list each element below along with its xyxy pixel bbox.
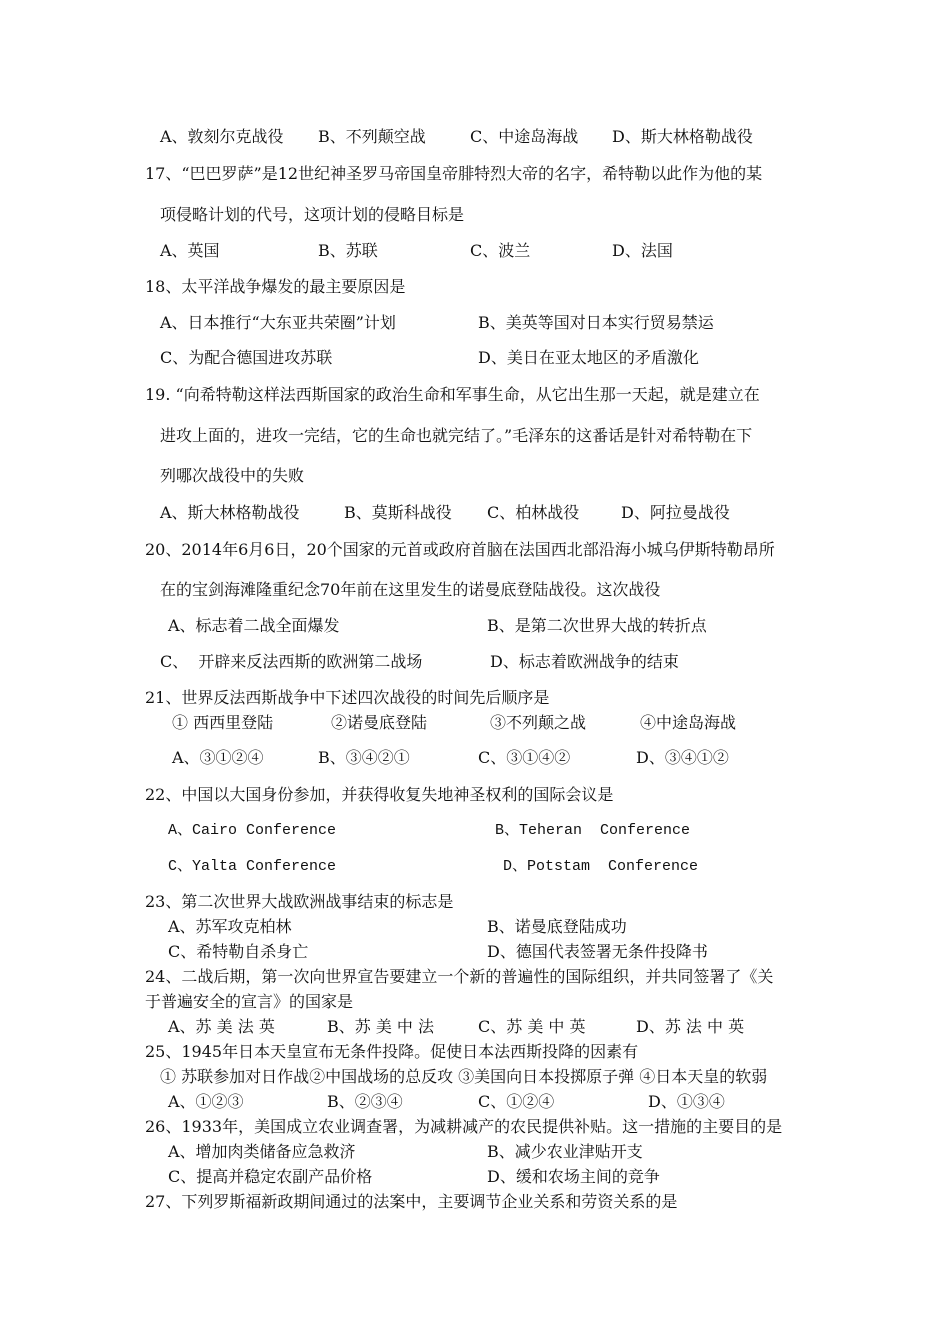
q20-option-b: B、是第二次世界大战的转折点	[487, 616, 707, 635]
q18-stem: 18、太平洋战争爆发的最主要原因是	[145, 277, 406, 296]
q20-option-a: A、标志着二战全面爆发	[168, 616, 340, 635]
q20-option-c: C、 开辟来反法西斯的欧洲第二战场	[160, 652, 423, 671]
q17-option-a: A、英国	[160, 241, 220, 260]
q26-option-c: C、提高并稳定农副产品价格	[168, 1167, 373, 1186]
q25-option-d: D、①③④	[648, 1092, 725, 1111]
q17-option-c: C、波兰	[470, 241, 531, 260]
q19-option-a: A、斯大林格勒战役	[160, 503, 300, 522]
q18-option-d: D、美日在亚太地区的矛盾激化	[478, 348, 699, 367]
q21-item-1: ① 西西里登陆	[172, 713, 274, 732]
q26-option-b: B、减少农业津贴开支	[487, 1142, 643, 1161]
q24-option-b: B、苏 美 中 法	[327, 1017, 435, 1036]
q18-option-c: C、为配合德国进攻苏联	[160, 348, 333, 367]
q21-option-c: C、③①④②	[478, 748, 571, 767]
q23-stem: 23、第二次世界大战欧洲战事结束的标志是	[145, 892, 454, 911]
q25-option-a: A、①②③	[168, 1092, 244, 1111]
q21-item-3: ③不列颠之战	[490, 713, 587, 732]
q20-stem-line1: 20、2014年6月6日，20个国家的元首或政府首脑在法国西北部沿海小城乌伊斯特勒昂所	[145, 540, 775, 559]
q24-stem-line1: 24、二战后期，第一次向世界宣告要建立一个新的普遍性的国际组织，并共同签署了《关	[145, 967, 774, 986]
q25-option-c: C、①②④	[478, 1092, 555, 1111]
q19-stem-line3: 列哪次战役中的失败	[160, 466, 305, 485]
q25-stem-line2: ① 苏联参加对日作战②中国战场的总反攻 ③美国向日本投掷原子弹 ④日本天皇的软弱	[160, 1067, 768, 1086]
q22-option-b: B、Teheran Conference	[495, 822, 691, 839]
q26-option-d: D、缓和农场主间的竞争	[487, 1167, 660, 1186]
q16-option-c: C、中途岛海战	[470, 127, 579, 146]
q16-option-a: A、敦刻尔克战役	[160, 127, 284, 146]
q19-stem-line1: 19. “向希特勒这样法西斯国家的政治生命和军事生命，从它出生那一天起，就是建立在	[145, 385, 760, 404]
q21-option-d: D、③④①②	[636, 748, 729, 767]
q17-stem-line1: 17、“巴巴罗萨”是12世纪神圣罗马帝国皇帝腓特烈大帝的名字，希特勒以此作为他的某	[145, 164, 763, 183]
q17-option-d: D、法国	[612, 241, 673, 260]
q19-option-b: B、莫斯科战役	[344, 503, 452, 522]
q24-option-d: D、苏 法 中 英	[636, 1017, 745, 1036]
q25-stem-line1: 25、1945年日本天皇宣布无条件投降。促使日本法西斯投降的因素有	[145, 1042, 639, 1061]
q18-option-a: A、日本推行“大东亚共荣圈”计划	[160, 313, 396, 332]
q21-stem: 21、世界反法西斯战争中下述四次战役的时间先后顺序是	[145, 688, 550, 707]
q17-option-b: B、苏联	[318, 241, 378, 260]
q21-option-a: A、③①②④	[172, 748, 264, 767]
q23-option-d: D、德国代表签署无条件投降书	[487, 942, 708, 961]
q22-stem: 22、中国以大国身份参加，并获得收复失地神圣权利的国际会议是	[145, 785, 614, 804]
q20-option-d: D、标志着欧洲战争的结束	[490, 652, 679, 671]
q23-option-c: C、希特勒自杀身亡	[168, 942, 309, 961]
q19-option-d: D、阿拉曼战役	[621, 503, 730, 522]
q26-option-a: A、增加肉类储备应急救济	[168, 1142, 356, 1161]
q20-stem-line2: 在的宝剑海滩隆重纪念70年前在这里发生的诺曼底登陆战役。这次战役	[160, 580, 661, 599]
q24-stem-line2: 于普遍安全的宣言》的国家是	[145, 992, 354, 1011]
q23-option-a: A、苏军攻克柏林	[168, 917, 292, 936]
q21-item-4: ④中途岛海战	[640, 713, 737, 732]
q16-option-d: D、斯大林格勒战役	[612, 127, 753, 146]
q24-option-c: C、苏 美 中 英	[478, 1017, 586, 1036]
q21-item-2: ②诺曼底登陆	[331, 713, 428, 732]
q22-option-a: A、Cairo Conference	[168, 822, 337, 839]
q22-option-c: C、Yalta Conference	[168, 858, 337, 875]
q24-option-a: A、苏 美 法 英	[168, 1017, 275, 1036]
q17-stem-line2: 项侵略计划的代号，这项计划的侵略目标是	[160, 205, 465, 224]
q23-option-b: B、诺曼底登陆成功	[487, 917, 627, 936]
q26-stem: 26、1933年，美国成立农业调查署，为减耕减产的农民提供补贴。这一措施的主要目的是	[145, 1117, 783, 1136]
q21-option-b: B、③④②①	[318, 748, 410, 767]
q25-option-b: B、②③④	[327, 1092, 403, 1111]
q19-option-c: C、柏林战役	[487, 503, 580, 522]
q18-option-b: B、美英等国对日本实行贸易禁运	[478, 313, 714, 332]
q27-stem: 27、下列罗斯福新政期间通过的法案中，主要调节企业关系和劳资关系的是	[145, 1192, 678, 1211]
q19-stem-line2: 进攻上面的，进攻一完结，它的生命也就完结了。”毛泽东的这番话是针对希特勒在下	[160, 426, 753, 445]
q22-option-d: D、Potstam Conference	[503, 858, 699, 875]
q16-option-b: B、不列颠空战	[318, 127, 426, 146]
